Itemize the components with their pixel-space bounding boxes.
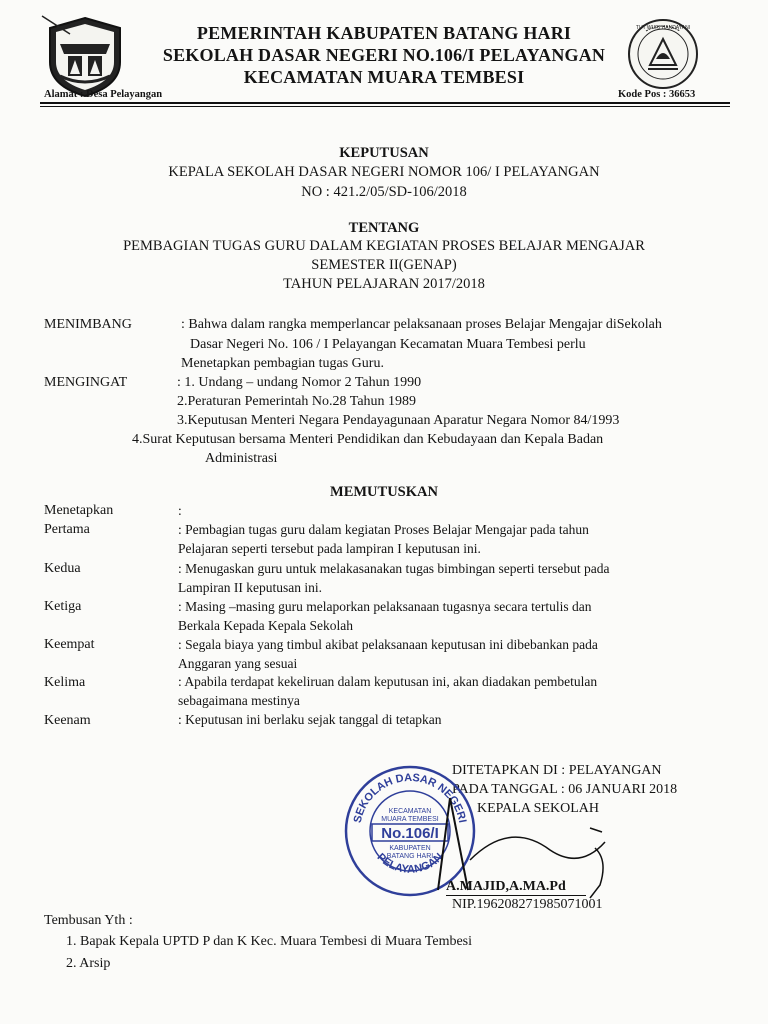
mengingat-item-2: 2.Peraturan Pemerintah No.28 Tahun 1989 [177,394,417,409]
menetapkan-label: Menetapkan [44,503,114,518]
stamp-number: No.106/I [381,825,439,842]
pertama-text-2: Pelajaran seperti tersebut pada lampiran I keputusan ini. [178,541,481,556]
ditetapkan-di: DITETAPKAN DI : PELAYANGAN [452,763,662,778]
tembusan-item-2: 2. Arsip [66,956,111,971]
menimbang-label: MENIMBANG [44,317,132,332]
ketiga-text-1: : Masing –masing guru melaporkan pelaksanaan tugasnya secara tertulis dan [178,599,592,614]
logo-ring-text: TUT WURI HANDAYANI [635,25,691,31]
decree-heading: KEPUTUSAN [339,145,429,161]
pada-tanggal: PADA TANGGAL : 06 JANUARI 2018 [452,782,678,797]
kelima-label: Kelima [44,675,86,690]
stamp-kabupaten-2: BATANG HARI [386,853,434,860]
mengingat-item-3: 3.Keputusan Menteri Negara Pendayagunaan Aparatur Negara Nomor 84/1993 [177,413,620,428]
topic-line-3: TAHUN PELAJARAN 2017/2018 [283,276,485,292]
keempat-label: Keempat [44,637,95,652]
stamp-kecamatan-2: MUARA TEMBESI [381,816,439,823]
signatory-nip: NIP.196208271985071001 [452,897,603,912]
stamp-ring-top: SEKOLAH DASAR NEGERI [351,771,469,824]
mengingat-label: MENGINGAT [44,375,128,390]
mengingat-item-4a: 4.Surat Keputusan bersama Menteri Pendidikan dan Kebudayaan dan Kepala Badan [132,432,604,447]
kedua-text-1: : Menugaskan guru untuk melakasanakan tugas bimbingan seperti tersebut pada [178,561,610,576]
ketiga-label: Ketiga [44,599,82,614]
kedua-label: Kedua [44,561,81,576]
topic-line-1: PEMBAGIAN TUGAS GURU DALAM KEGIATAN PROSES BELAJAR MENGAJAR [123,238,645,254]
menimbang-text-3: Menetapkan pembagian tugas Guru. [181,356,384,371]
letterhead-postal-code: Kode Pos : 36653 [618,89,696,100]
pertama-text-1: : Pembagian tugas guru dalam kegiatan Proses Belajar Mengajar pada tahun [178,522,589,537]
stamp-kecamatan-1: KECAMATAN [388,808,432,815]
letterhead-line-2: SEKOLAH DASAR NEGERI NO.106/I PELAYANGAN [162,45,606,65]
letterhead-line-3: KECAMATAN MUARA TEMBESI [243,67,525,87]
mengingat-item-1: : 1. Undang – undang Nomor 2 Tahun 1990 [177,375,422,390]
stamp-kabupaten-1: KABUPATEN [389,845,431,852]
kelima-text-2: sebagaimana mestinya [178,693,300,708]
letterhead-rule-thick [40,102,730,104]
mengingat-item-4b: Administrasi [205,451,278,466]
kelima-text-1: : Apabila terdapat kekeliruan dalam keputusan ini, akan diadakan pembetulan [178,674,598,689]
signatory-name: A.MAJID,A.MA.Pd [446,879,566,894]
kedua-text-2: Lampiran II keputusan ini. [178,580,322,595]
keenam-label: Keenam [44,713,91,728]
topic-line-2: SEMESTER II(GENAP) [311,257,457,273]
letterhead-address: Alamat : Desa Pelayangan [44,89,163,100]
ketiga-text-2: Berkala Kepada Kepala Sekolah [178,618,354,633]
decree-issuer: KEPALA SEKOLAH DASAR NEGERI NOMOR 106/ I PELAYANGAN [168,164,600,180]
letterhead-rule-thin [40,106,730,107]
signatory-underline [446,895,586,896]
memutuskan-heading: MEMUTUSKAN [330,484,438,500]
jabatan-kepala-sekolah: KEPALA SEKOLAH [477,801,599,816]
keempat-text-1: : Segala biaya yang timbul akibat pelaksanaan keputusan ini dibebankan pada [178,637,598,652]
pertama-label: Pertama [44,522,90,537]
menimbang-text-1: : Bahwa dalam rangka memperlancar pelaksanaan proses Belajar Mengajar diSekolah [181,317,662,332]
keenam-text-1: : Keputusan ini berlaku sejak tanggal di tetapkan [178,712,442,727]
keempat-text-2: Anggaran yang sesuai [178,656,298,671]
menimbang-text-2: Dasar Negeri No. 106 / I Pelayangan Kecamatan Muara Tembesi perlu [190,337,586,352]
tembusan-item-1: 1. Bapak Kepala UPTD P dan K Kec. Muara Tembesi di Muara Tembesi [66,934,473,949]
tentang-heading: TENTANG [348,220,420,236]
decree-number: NO : 421.2/05/SD-106/2018 [301,184,467,200]
tembusan-label: Tembusan Yth : [44,913,133,928]
menetapkan-colon: : [178,503,182,518]
letterhead-line-1: PEMERINTAH KABUPATEN BATANG HARI [196,23,572,43]
stamp-ring-bottom: PELAYANGAN [374,851,446,876]
